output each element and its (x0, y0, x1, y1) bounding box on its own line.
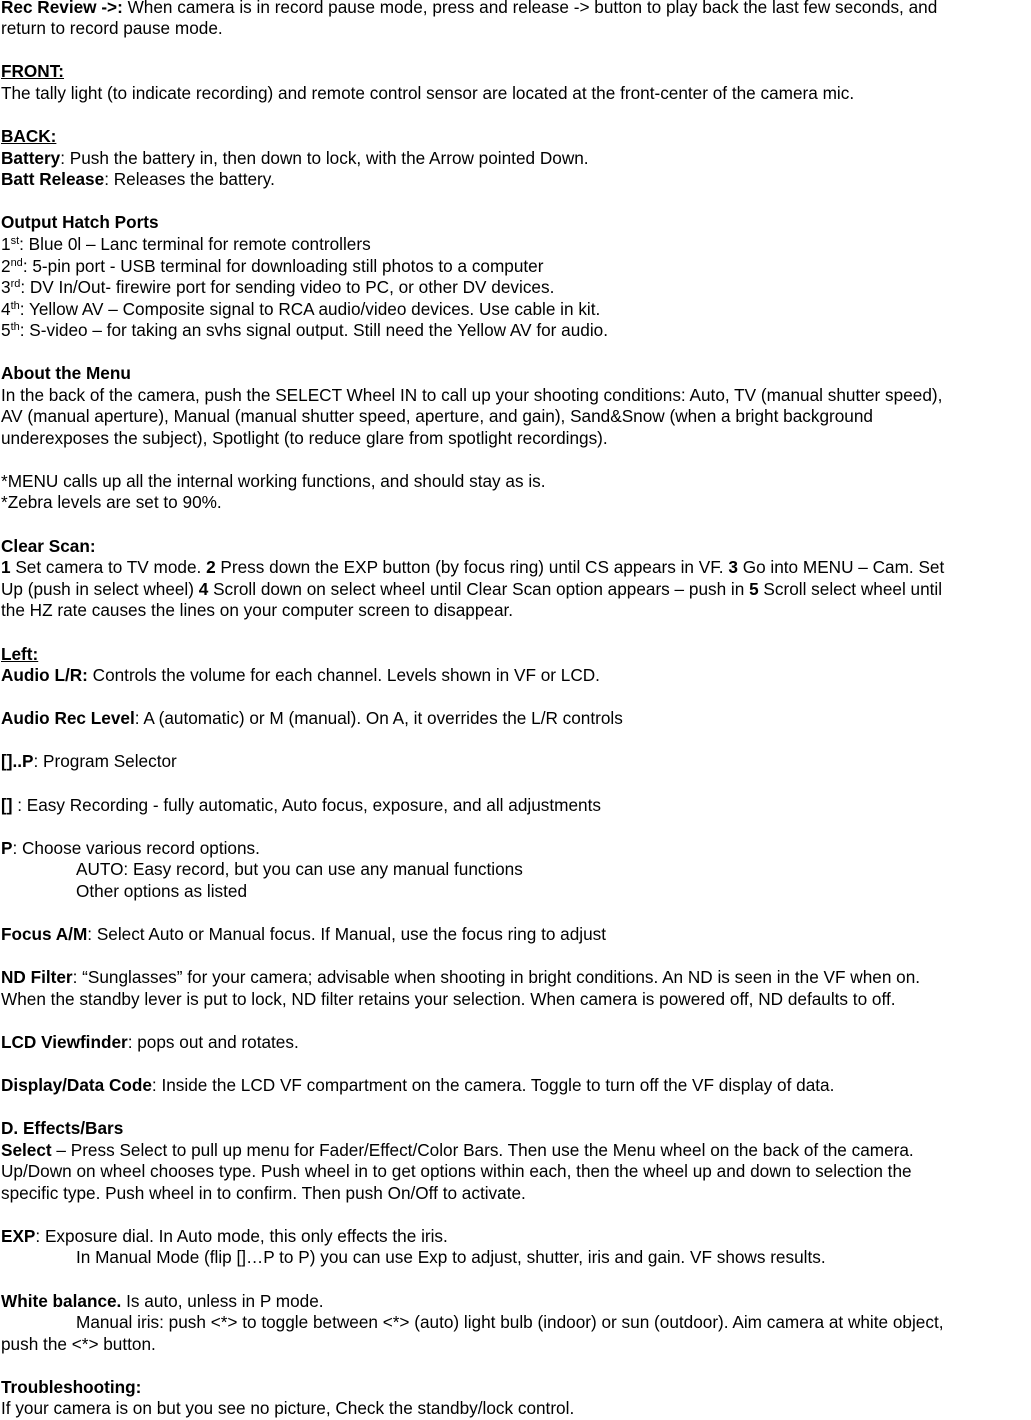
port-item: 4th: Yellow AV – Composite signal to RCA audio/video devices. Use cable in kit. (1, 299, 601, 319)
p-mode-line: P: Choose various record options. (1, 838, 260, 858)
effects-text: specific type. Push wheel in to confirm. Then push On/Off to activate. (1, 1183, 526, 1203)
front-heading: FRONT: (1, 61, 65, 81)
ports-heading: Output Hatch Ports (1, 212, 159, 232)
battery-line: Battery: Push the battery in, then down to lock, with the Arrow pointed Down. (1, 148, 589, 168)
troubleshooting-heading: Troubleshooting: (1, 1377, 142, 1397)
exp-line: EXP: Exposure dial. In Auto mode, this only effects the iris. (1, 1226, 448, 1246)
white-balance-line-3: push the <*> button. (1, 1334, 156, 1354)
effects-select-line: Select – Press Select to pull up menu for Fader/Effect/Color Bars. Then use the Menu wheel on the back of the camera. (1, 1140, 914, 1160)
rec-review-label: Rec Review ->: (1, 0, 123, 17)
white-balance-line-2: Manual iris: push <*> to toggle between <*> (auto) light bulb (indoor) or sun (outdoor). Aim camera at white object, (76, 1312, 944, 1332)
clear-scan-line-2: Up (push in select wheel) 4 Scroll down on select wheel until Clear Scan option appears – push in 5 Scroll select wheel until (1, 579, 943, 599)
port-item: 2nd: 5-pin port - USB terminal for downloading still photos to a computer (1, 256, 544, 276)
effects-heading: D. Effects/Bars (1, 1118, 124, 1138)
port-item: 3rd: DV In/Out- firewire port for sending video to PC, or other DV devices. (1, 277, 555, 297)
audio-lr-line: Audio L/R: Controls the volume for each channel. Levels shown in VF or LCD. (1, 665, 600, 685)
front-text: The tally light (to indicate recording) and remote control sensor are located at the front-center of the camera mic. (1, 83, 855, 103)
lcd-viewfinder-line: LCD Viewfinder: pops out and rotates. (1, 1032, 299, 1052)
batt-release-line: Batt Release: Releases the battery. (1, 169, 275, 189)
troubleshooting-text: If your camera is on but you see no picture, Check the standby/lock control. (1, 1398, 575, 1418)
white-balance-line: White balance. Is auto, unless in P mode. (1, 1291, 324, 1311)
easy-recording-line: [] : Easy Recording - fully automatic, Auto focus, exposure, and all adjustments (1, 795, 601, 815)
program-selector-line: []..P: Program Selector (1, 751, 177, 771)
menu-text: underexposes the subject), Spotlight (to reduce glare from spotlight recordings). (1, 428, 608, 448)
left-heading: Left: (1, 644, 39, 664)
rec-review-line: Rec Review ->: When camera is in record pause mode, press and release -> button to play back the last few seconds, and (1, 0, 937, 19)
effects-text: Up/Down on wheel chooses type. Push wheel in to get options within each, then the wheel up and down to selection the (1, 1161, 912, 1181)
menu-text: In the back of the camera, push the SELECT Wheel IN to call up your shooting conditions: Auto, TV (manual shutter speed), (1, 385, 943, 405)
clear-scan-line-1: 1 Set camera to TV mode. 2 Press down the EXP button (by focus ring) until CS appears in VF. 3 Go into MENU – Cam. Set (1, 557, 945, 577)
menu-text: AV (manual aperture), Manual (manual shutter speed, aperture, and gain), Sand&Snow (when a bright background (1, 406, 873, 426)
clear-scan-line-3: the HZ rate causes the lines on your computer screen to disappear. (1, 600, 514, 620)
p-mode-auto: AUTO: Easy record, but you can use any manual functions (76, 859, 523, 879)
p-mode-other: Other options as listed (76, 881, 248, 901)
back-heading: BACK: (1, 126, 57, 146)
clear-scan-heading: Clear Scan: (1, 536, 96, 556)
display-data-code-line: Display/Data Code: Inside the LCD VF compartment on the camera. Toggle to turn off the VF display of data. (1, 1075, 835, 1095)
menu-note: *MENU calls up all the internal working functions, and should stay as is. (1, 471, 546, 491)
port-item: 5th: S-video – for taking an svhs signal output. Still need the Yellow AV for audio. (1, 320, 608, 340)
exp-manual-line: In Manual Mode (flip []…P to P) you can use Exp to adjust, shutter, iris and gain. VF shows results. (76, 1247, 826, 1267)
nd-filter-line-2: When the standby lever is put to lock, ND filter retains your selection. When camera is powered off, ND defaults to off. (1, 989, 896, 1009)
audio-rec-level-line: Audio Rec Level: A (automatic) or M (manual). On A, it overrides the L/R controls (1, 708, 623, 728)
port-item: 1st: Blue 0l – Lanc terminal for remote controllers (1, 234, 371, 254)
menu-heading: About the Menu (1, 363, 131, 383)
rec-review-line-2: return to record pause mode. (1, 18, 223, 38)
focus-line: Focus A/M: Select Auto or Manual focus. If Manual, use the focus ring to adjust (1, 924, 607, 944)
nd-filter-line: ND Filter: “Sunglasses” for your camera; advisable when shooting in bright conditions. An ND is seen in the VF when on. (1, 967, 921, 987)
menu-note: *Zebra levels are set to 90%. (1, 492, 222, 512)
